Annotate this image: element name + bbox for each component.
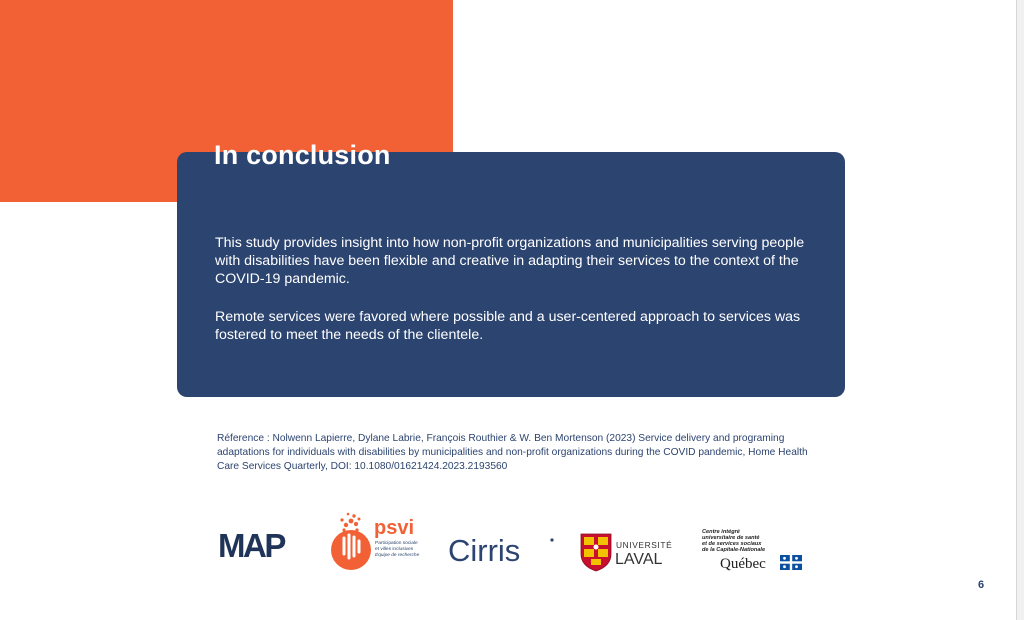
slide-title: In conclusion: [214, 140, 391, 170]
quebec-wordmark: Québec: [720, 556, 766, 572]
cirris-logo: [448, 530, 558, 570]
psvi-circle-icon: [331, 530, 371, 570]
psvi-dots-icon: [340, 513, 360, 532]
ciusss-line-4: de la Capitale-Nationale: [702, 547, 766, 553]
psvi-tagline-1: Participation sociale: [375, 541, 418, 546]
viewer-edge: [1016, 0, 1024, 620]
map-logo-text: MAP: [218, 530, 284, 560]
ciusss-line-2: universitaire de santé: [702, 535, 760, 541]
cirris-dot-icon: [550, 538, 553, 541]
psvi-logo: [329, 508, 424, 574]
psvi-logo-text: psvi: [374, 517, 415, 539]
conclusion-paragraph-1: This study provides insight into how non-profit organizations and municipalities serving people with disabilities have been flexible and creative in adapting their services to the context of the COVID-19 pandemic.: [215, 235, 805, 287]
laval-universite-text: UNIVERSITÉ: [616, 540, 672, 550]
ciusss-logo: [700, 526, 806, 572]
quebec-flag-icon: [780, 555, 802, 570]
psvi-tagline-2: et villes inclusives: [375, 547, 414, 552]
map-logo: [218, 530, 302, 560]
ciusss-line-1: Centre intégré: [702, 529, 740, 535]
psvi-tagline-3: Équipe de recherche: [375, 553, 420, 558]
cirris-logo-text: Cirris: [448, 533, 521, 568]
conclusion-paragraph-2: Remote services were favored where possible and a user-centered approach to services was fostered to meet the needs of the clientele.: [215, 309, 801, 343]
ciusss-line-3: et de services sociaux: [702, 541, 762, 547]
reference-citation: Réference : Nolwenn Lapierre, Dylane Labrie, François Routhier & W. Ben Mortenson (2023) Service delivery and programing adaptations for individuals with disabilities by municipalities and non-profit organizations during the COVID pandemic, Home Health Care Services Quarterly, DOI: 10.1080/01621424.2023.2193560: [217, 433, 808, 472]
laval-name-text: LAVAL: [615, 551, 663, 568]
laval-crest-icon: [581, 534, 611, 571]
laval-logo: [580, 532, 672, 572]
conclusion-box: [177, 152, 845, 397]
page-number: 6: [978, 579, 985, 591]
